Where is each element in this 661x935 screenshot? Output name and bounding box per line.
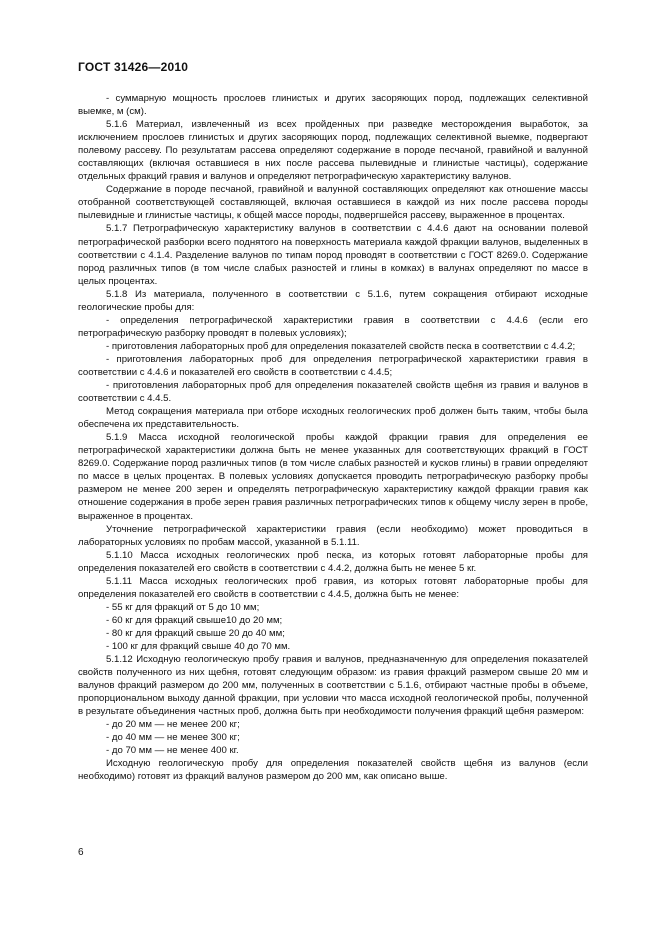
paragraph: - суммарную мощность прослоев глинистых и других засоряющих пород, подлежащих селективной выемке, м (см). xyxy=(78,93,588,118)
list-item: - приготовления лабораторных проб для определения показателей свойств щебня из гравия и валунов в соответствии с 4.4.5. xyxy=(78,380,588,405)
paragraph: 5.1.12 Исходную геологическую пробу гравия и валунов, предназначенную для определения показателей свойств полученного из них щебня, готовят следующим образом: из гравия фракций размером свыше 20 мм и валунов фракций размером до 200 мм, полученных в соответствии с 5.1.6, отбирают частные пробы в объеме, пропорциональном выходу данной фракции, при условии что масса исходной геологической пробы, полученной в результате объединения частных проб, должна быть при необходимости получения фракций щебня размером: xyxy=(78,654,588,718)
paragraph: 5.1.11 Масса исходных геологических проб гравия, из которых готовят лабораторные пробы для определения показателей его свойств в соответствии с 4.4.5, должна быть не менее: xyxy=(78,575,588,600)
paragraph: 5.1.6 Материал, извлеченный из всех пройденных при разведке месторождения выработок, за исключением прослоев глинистых и других засоряющих пород, подлежащих селективной выемке, подвергают полевому рассеву. По результатам рассева определяют содержание в породе песчаной, гравийной и валунной составляющих (включая оставшиеся в них после рассева пылевидные и глинистые частицы), содержание отдельных фракций гравия и валунов и определяют петрографическую характеристику валунов. xyxy=(78,119,588,183)
document-body xyxy=(78,92,588,783)
list-item: - 55 кг для фракций от 5 до 10 мм; xyxy=(106,601,260,613)
list-item: - до 70 мм — не менее 400 кг. xyxy=(106,745,239,757)
paragraph: Уточнение петрографической характеристики гравия (если необходимо) может проводиться в лабораторных условиях по пробам массой, указанной в 5.1.11. xyxy=(78,523,588,548)
paragraph: Исходную геологическую пробу для определения показателей свойств щебня из валунов (если необходимо) готовят из фракций валунов размером до 200 мм, как описано выше. xyxy=(78,758,588,783)
list-item: - до 20 мм — не менее 200 кг; xyxy=(106,719,240,731)
paragraph: Содержание в породе песчаной, гравийной и валунной составляющих определяют как отношение массы отобранной соответствующей составляющей, включая оставшиеся в каждой из них после рассева породы пылевидные и глинистые частицы, к общей массе породы, подвергшейся рассеву, выраженное в процентах. xyxy=(78,184,588,222)
paragraph: Метод сокращения материала при отборе исходных геологических проб должен быть таким, чтобы была обеспечена их представительность. xyxy=(78,406,588,431)
paragraph: 5.1.7 Петрографическую характеристику валунов в соответствии с 4.4.6 дают на основании полевой петрографической разборки всего поднятого на поверхность материала каждой фракции валунов, выделенных в соответствии с 4.1.4. Разделение валунов по типам пород проводят в соответствии с ГОСТ 8269.0. Содержание пород различных типов (в том числе слабых разностей и глины в комках) в валунах определяют по массе в целых процентах. xyxy=(78,223,588,287)
list-item: - определения петрографической характеристики гравия в соответствии с 4.4.6 (если его петрографическую разборку проводят в полевых условиях); xyxy=(78,314,588,339)
list-item: - 60 кг для фракций свыше10 до 20 мм; xyxy=(106,614,283,626)
list-item: - 100 кг для фракций свыше 40 до 70 мм. xyxy=(106,640,291,652)
paragraph: 5.1.10 Масса исходных геологических проб песка, из которых готовят лабораторные пробы для определения показателей его свойств в соответствии с 4.4.2, должна быть не менее 5 кг. xyxy=(78,549,588,574)
list-item: - приготовления лабораторных проб для определения показателей свойств песка в соответствии с 4.4.2; xyxy=(106,340,576,352)
paragraph: 5.1.9 Масса исходной геологической пробы каждой фракции гравия для определения ее петрографической характеристики должна быть не менее указанных для соответствующих фракций в ГОСТ 8269.0. Содержание пород различных типов (в том числе слабых разностей и кусков глины) в гравии определяют по массе в целых процентах. В полевых условиях допускается проводить петрографическую разборку пробы размером не менее 200 зерен и определять петрографическую характеристику каждой фракции гравия как отношение содержания в пробе зерен гравия различных петрографических типов к общему числу зерен в пробе, выраженное в процентах. xyxy=(78,432,588,522)
list-item: - приготовления лабораторных проб для определения петрографической характеристики гравия в соответствии с 4.4.6 и показателей его свойств в соответствии с 4.4.5; xyxy=(78,353,588,378)
list-item: - до 40 мм — не менее 300 кг; xyxy=(106,732,240,744)
paragraph: 5.1.8 Из материала, полученного в соответствии с 5.1.6, путем сокращения отбирают исходные геологические пробы для: xyxy=(78,288,588,313)
list-item: - 80 кг для фракций свыше 20 до 40 мм; xyxy=(106,627,285,639)
document-header: ГОСТ 31426—2010 xyxy=(78,60,189,74)
page-number: 6 xyxy=(78,847,84,858)
